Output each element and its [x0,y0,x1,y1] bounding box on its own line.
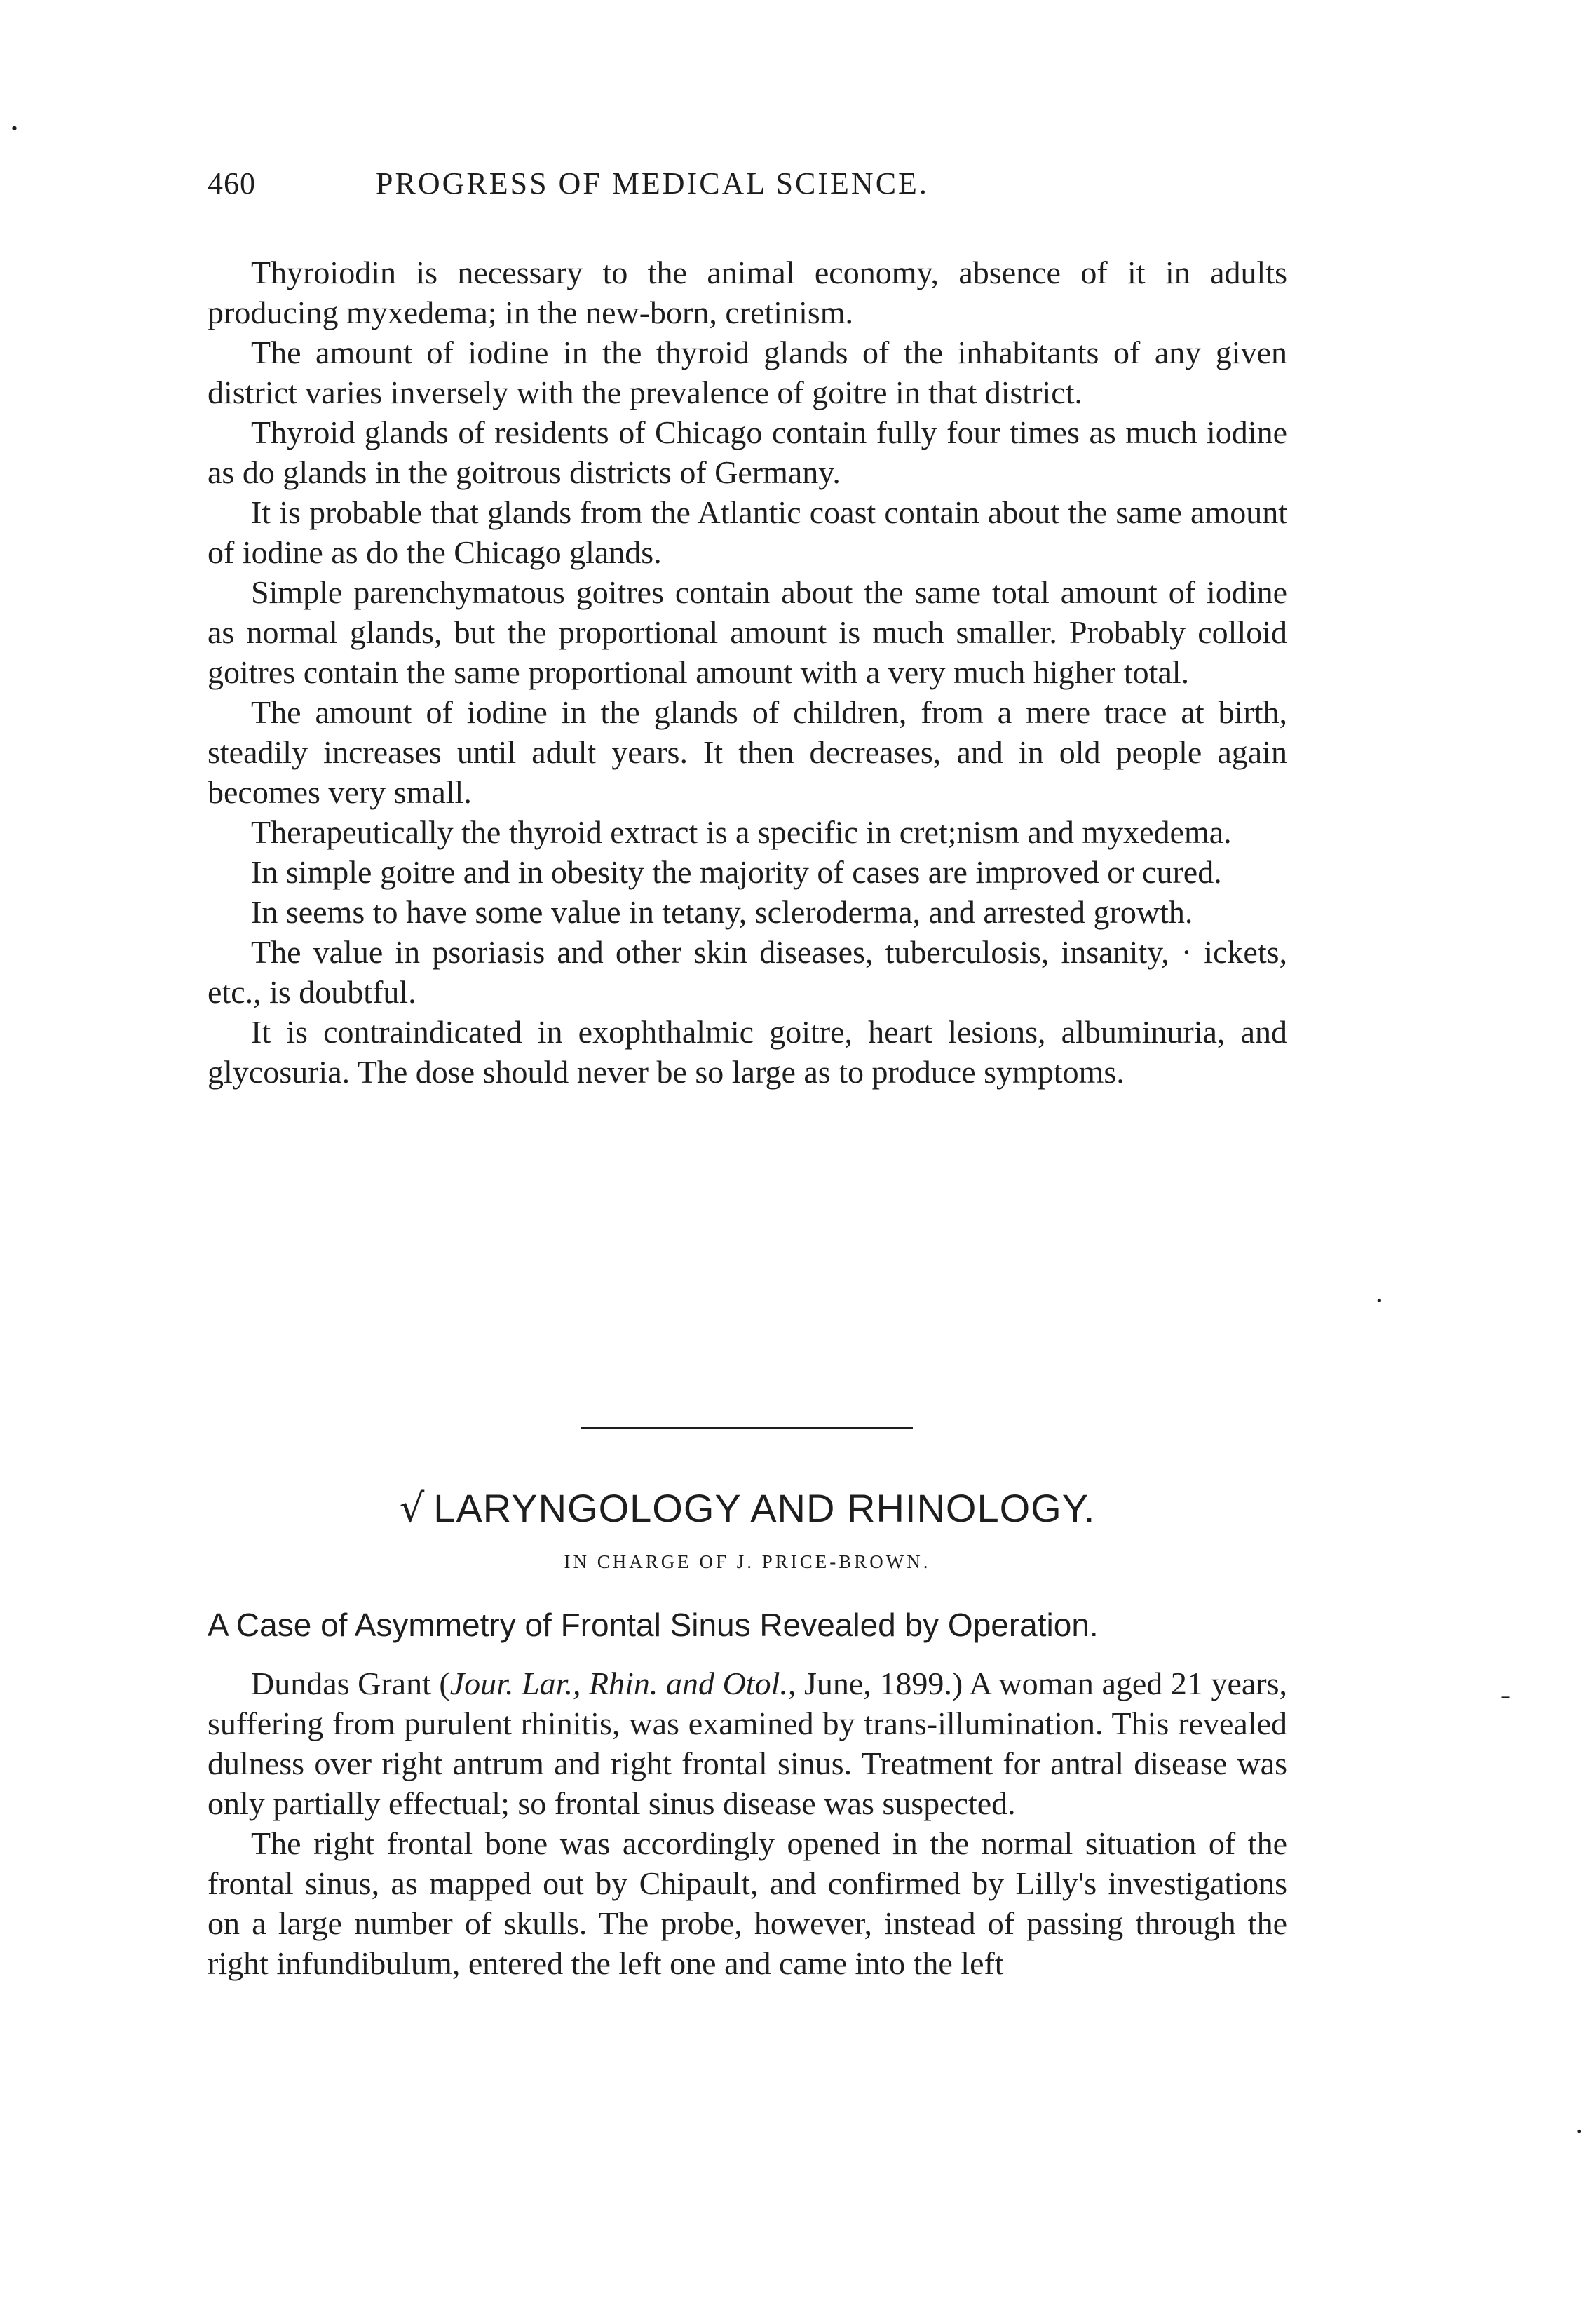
journal-citation: Jour. Lar., Rhin. and Otol., [449,1666,796,1701]
article-title: A Case of Asymmetry of Frontal Sinus Revealed by Operation. [208,1607,1099,1643]
article-paragraph [208,1663,1287,1823]
paragraph: In seems to have some value in tetany, scleroderma, and arrested growth. [251,894,1193,930]
section-title: LARYNGOLOGY AND RHINOLOGY. [433,1486,1096,1530]
article-paragraph: The right frontal bone was accordingly opened in the normal situation of the frontal sinus, as mapped out by Chipault, and confirmed by Lilly's investigations on a large number of skulls. The probe, however, instead of passing through the right infundibulum, entered the left one and came into the left [208,1825,1287,1981]
paragraph: Thyroid glands of residents of Chicago contain fully four times as much iodine as do glands in the goitrous districts of Germany. [208,414,1287,490]
paragraph: In simple goitre and in obesity the majority of cases are improved or cured. [251,854,1222,890]
margin-dot: • [10,121,19,138]
paragraph: Thyroiodin is necessary to the animal economy, absence of it in adults producing myxedema; in the new-born, cretinism. [208,255,1287,330]
running-head: PROGRESS OF MEDICAL SCIENCE. [376,166,929,201]
paragraph-continuation: June, 1899.) A woman aged 21 years, suffering from purulent rhinitis, was examined by trans-illumination. This revealed dulness over right antrum and right frontal sinus. Treatment for antral disease was only partially effectual; so frontal sinus disease was suspected. [208,1666,1288,1821]
paragraph: Simple parenchymatous goitres contain about the same total amount of iodine as normal glands, but the proportional amount is much smaller. Probably colloid goitres contain the same proportional amount with a very much higher total. [208,574,1287,690]
paragraph: It is contraindicated in exophthalmic goitre, heart lesions, albuminuria, and glycosuria. The dose should never be so large as to produce symptoms. [208,1014,1287,1090]
paragraph: Therapeutically the thyroid extract is a specific in cret;nism and myxedema. [251,814,1232,850]
page-header [208,165,1287,208]
paragraph: The amount of iodine in the thyroid glands of the inhabitants of any given district varies inversely with the prevalence of goitre in that district. [208,335,1287,410]
section-heading [208,1485,1287,1532]
top-text-block [208,252,1287,1092]
page-number: 460 [208,166,256,201]
section-editor-line: IN CHARGE OF J. PRICE-BROWN. [564,1551,931,1572]
article-body [208,1663,1287,1983]
margin-dot: • [1376,1294,1383,1309]
margin-dot: • [1576,2125,1583,2138]
margin-dash: – [1500,1684,1511,1709]
paragraph: It is probable that glands from the Atlantic coast contain about the same amount of iodine as do the Chicago glands. [208,494,1287,570]
check-mark-icon: √ [399,1486,426,1532]
paragraph: The amount of iodine in the glands of children, from a mere trace at birth, steadily increases until adult years. It then decreases, and in old people again becomes very small. [208,694,1287,810]
paragraph: The value in psoriasis and other skin diseases, tuberculosis, insanity, · ickets, etc., is doubtful. [208,934,1287,1010]
author-lead: Dundas Grant ( [251,1666,450,1701]
section-divider [581,1427,913,1429]
